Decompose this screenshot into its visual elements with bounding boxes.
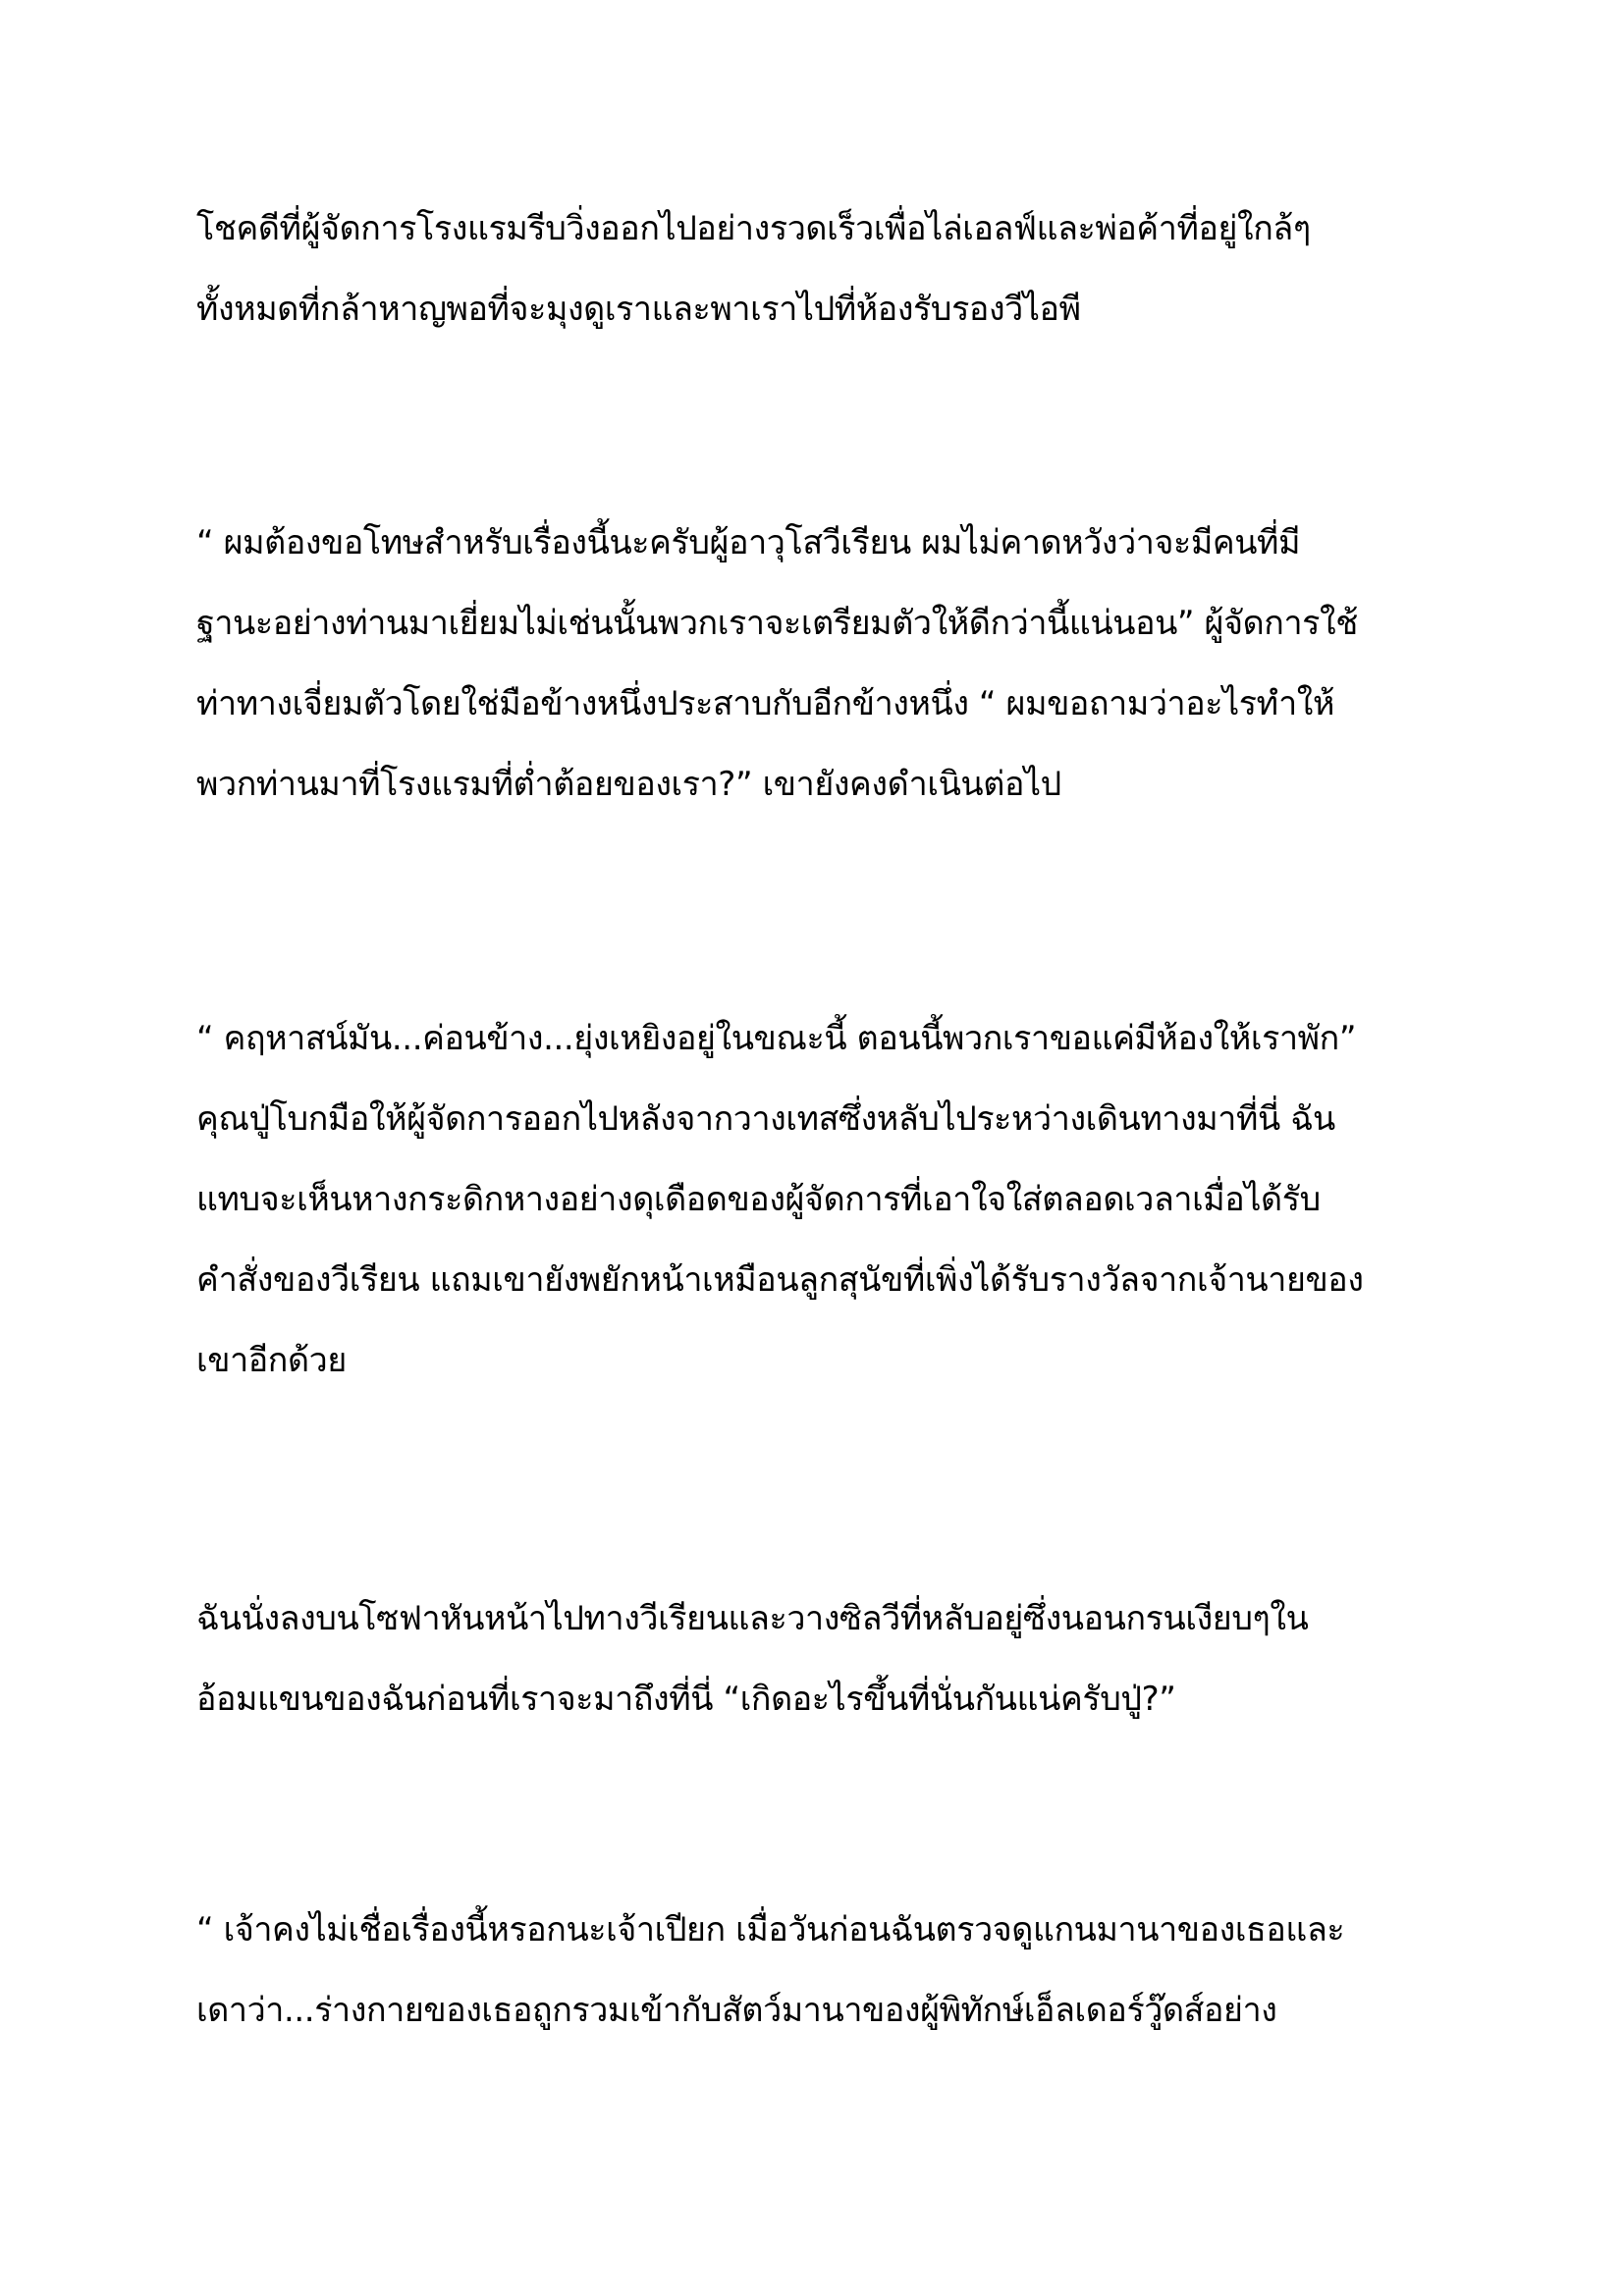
text-line: โชคดีที่ผู้จัดการโรงแรมรีบวิ่งออกไปอย่างรวดเร็วเพื่อไล่เอลฟ์และพ่อค้าที่อยู่ใกล้ๆ [196, 209, 1311, 248]
paragraph-2 [196, 503, 1463, 825]
text-line: “ ผมต้องขอโทษสำหรับเรื่องนี้นะครับผู้อาวุโสวีเรียน ผมไม่คาดหวังว่าจะมีคนที่มี [196, 523, 1301, 562]
text-line: เขาอีกด้วย [196, 1341, 347, 1380]
text-line: อ้อมแขนของฉันก่อนที่เราจะมาถึงที่นี่ “เกิดอะไรขึ้นที่นั่นกันแน่ครับปู่?” [196, 1680, 1176, 1719]
paragraph-5 [196, 1890, 1463, 2051]
text-line: “ คฤหาสน์มัน...ค่อนข้าง...ยุ่งเหยิงอยู่ในขณะนี้ ตอนนี้พวกเราขอแค่มีห้องให้เราพัก” [196, 1019, 1357, 1058]
text-line: ท่าทางเจี่ยมตัวโดยใช่มือข้างหนึ่งประสาบกับอีกข้างหนึ่ง “ ผมขอถามว่าอะไรทำให้ [196, 684, 1334, 723]
text-line: คุณปู่โบกมือให้ผู้จัดการออกไปหลังจากวางเทสซึ่งหลับไประหว่างเดินทางมาที่นี่ ฉัน [196, 1099, 1335, 1139]
text-line: เดาว่า...ร่างกายของเธอถูกรวมเข้ากับสัตว์มานาของผู้พิทักษ์เอ็ลเดอร์วู๊ดส์อย่าง [196, 1991, 1277, 2030]
text-line: ฐานะอย่างท่านมาเยี่ยมไม่เช่นนั้นพวกเราจะเตรียมตัวให้ดีกว่านี้แน่นอน” ผู้จัดการใช้ [196, 604, 1358, 643]
text-line: พวกท่านมาที่โรงแรมที่ต่ำต้อยของเรา?” เขายังคงดำเนินต่อไป [196, 765, 1061, 804]
text-line: แทบจะเห็นหางกระดิกหางอย่างดุเดือดของผู้จัดการที่เอาใจใส่ตลอดเวลาเมื่อได้รับ [196, 1180, 1321, 1219]
text-line: ฉันนั่งลงบนโซฟาหันหน้าไปทางวีเรียนและวางซิลวีที่หลับอยู่ซึ่งนอนกรนเงียบๆใน [196, 1599, 1309, 1638]
text-line: คำสั่งของวีเรียน แถมเขายังพยักหน้าเหมือนลูกสุนัขที่เพิ่งได้รับรางวัลจากเจ้านายของ [196, 1260, 1364, 1300]
paragraph-1 [196, 188, 1463, 349]
text-line: ทั้งหมดที่กล้าหาญพอที่จะมุงดูเราและพาเราไปที่ห้องรับรองวีไอพี [196, 290, 1081, 329]
paragraph-4 [196, 1578, 1463, 1739]
paragraph-3 [196, 998, 1463, 1401]
text-line: “ เจ้าคงไม่เชื่อเรื่องนี้หรอกนะเจ้าเปียก เมื่อวันก่อนฉันตรวจดูแกนมานาของเธอและ [196, 1910, 1345, 1949]
